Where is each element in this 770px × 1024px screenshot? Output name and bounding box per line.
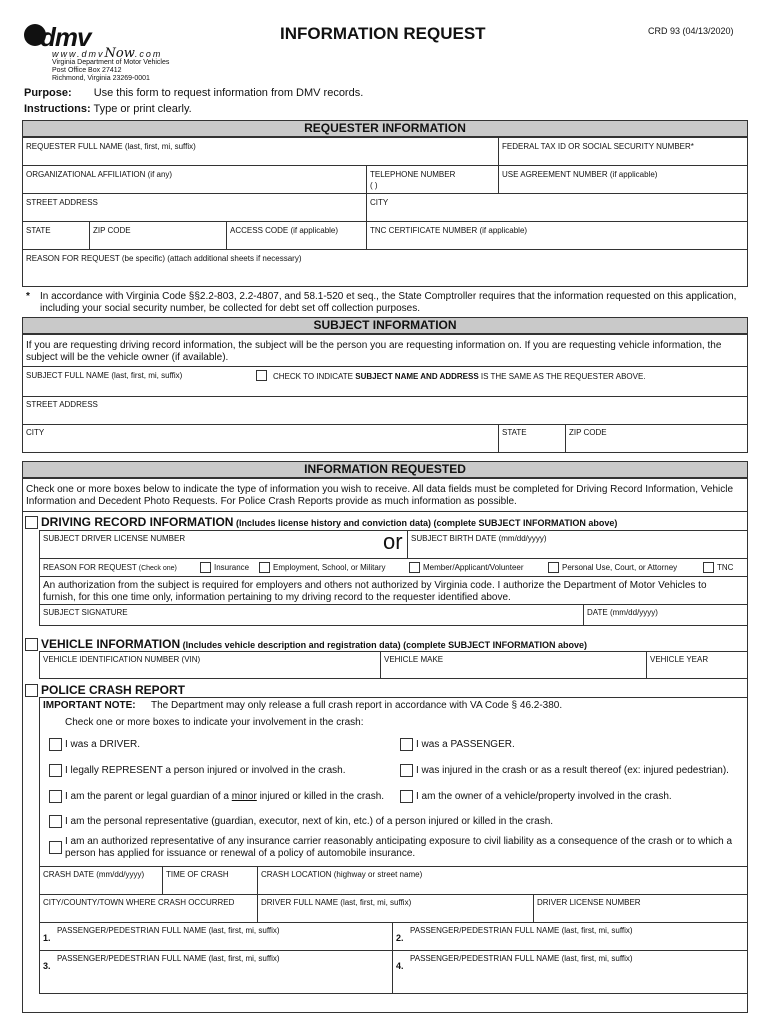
reason-insurance-label: Insurance	[214, 563, 250, 572]
subject-state-field[interactable]: STATE	[502, 428, 527, 437]
crash-owner-checkbox[interactable]	[400, 790, 413, 803]
subject-desc-1: If you are requesting driving record information, the subject will be the person you are requesting information on. If you are requesting vehicle information, the	[26, 340, 722, 351]
subject-same-as-requester-checkbox[interactable]	[256, 370, 267, 381]
crash-city-field[interactable]: CITY/COUNTY/TOWN WHERE CRASH OCCURRED	[43, 898, 235, 907]
crash-important-text: The Department may only release a full crash report in accordance with VA Code § 46.2-380.	[151, 700, 563, 711]
requester-reason-field[interactable]: REASON FOR REQUEST (be specific) (attach additional sheets if necessary)	[26, 254, 302, 263]
passenger-3-name-field[interactable]: PASSENGER/PEDESTRIAN FULL NAME (last, first, mi, suffix)	[57, 954, 280, 963]
crash-parent-label: I am the parent or legal guardian of a minor injured or killed in the crash.	[65, 791, 385, 802]
reason-member-checkbox[interactable]	[409, 562, 420, 573]
footnote-star: *	[26, 291, 30, 302]
reason-tnc-checkbox[interactable]	[703, 562, 714, 573]
driving-auth-line-1: An authorization from the subject is required for employers and others not authorized by Virginia code. I authorize the Department of Motor Vehicles to	[43, 580, 707, 591]
crash-driver-name-field[interactable]: DRIVER FULL NAME (last, first, mi, suffix)	[261, 898, 412, 907]
vehicle-make-field[interactable]: VEHICLE MAKE	[384, 655, 444, 664]
crash-injured-label: I was injured in the crash or as a result thereof (ex: injured pedestrian).	[416, 765, 729, 776]
crash-driver-label: I was a DRIVER.	[65, 739, 141, 750]
vehicle-info-title: VEHICLE INFORMATION (Includes vehicle description and registration data) (complete SUBJECT INFORMATION above)	[41, 637, 588, 651]
vehicle-info-checkbox[interactable]	[25, 638, 38, 651]
crash-important-label: IMPORTANT NOTE:	[43, 700, 136, 711]
crash-personal-rep-checkbox[interactable]	[49, 815, 62, 828]
subject-zip-field[interactable]: ZIP CODE	[569, 428, 607, 437]
footnote-line-2: including your social security number, be collected for debt set off collection purposes.	[40, 303, 421, 314]
reason-employment-label: Employment, School, or Military	[273, 563, 386, 572]
crash-insurance-label-1: I am an authorized representative of any insurance carrier reasonably anticipating exposure to civil liability as a consequence of the crash or to which a	[65, 836, 733, 847]
crash-report-title: POLICE CRASH REPORT	[41, 683, 186, 697]
passenger-4-number: 4.	[396, 961, 404, 971]
requester-phone-parens: ( )	[370, 181, 378, 190]
passenger-2-number: 2.	[396, 933, 404, 943]
requester-state-field[interactable]: STATE	[26, 226, 51, 235]
requester-phone-field[interactable]: TELEPHONE NUMBER	[370, 170, 456, 179]
crash-time-field[interactable]: TIME OF CRASH	[166, 870, 229, 879]
driving-record-checkbox[interactable]	[25, 516, 38, 529]
crash-injured-checkbox[interactable]	[400, 764, 413, 777]
driving-record-title: DRIVING RECORD INFORMATION (Includes license history and conviction data) (complete SUBJECT INFORMATION above)	[41, 515, 618, 529]
passenger-3-number: 3.	[43, 961, 51, 971]
reason-personal-use-checkbox[interactable]	[548, 562, 559, 573]
driving-auth-line-2: furnish, for this one time only, information pertaining to my driving record to the requester identified above.	[43, 592, 511, 603]
crash-owner-label: I am the owner of a vehicle/property involved in the crash.	[416, 791, 672, 802]
vehicle-vin-field[interactable]: VEHICLE IDENTIFICATION NUMBER (VIN)	[43, 655, 201, 664]
footnote-line-1: In accordance with Virginia Code §§2.2-803, 2.2-4807, and 58.1-520 et seq., the State Comptroller requires that the information requested on this application,	[40, 291, 737, 302]
crash-represent-label: I legally REPRESENT a person injured or involved in the crash.	[65, 765, 346, 776]
reason-tnc-label: TNC	[717, 563, 734, 572]
requester-street-field[interactable]: STREET ADDRESS	[26, 198, 98, 207]
info-requested-desc-2: Information and Decedent Photo Requests. For Police Crash Reports provide as much information as possible.	[26, 496, 517, 507]
driving-signature-field[interactable]: SUBJECT SIGNATURE	[43, 608, 128, 617]
vehicle-year-field[interactable]: VEHICLE YEAR	[650, 655, 709, 664]
requester-org-field[interactable]: ORGANIZATIONAL AFFILIATION (if any)	[26, 170, 173, 179]
driving-license-number-field[interactable]: SUBJECT DRIVER LICENSE NUMBER	[43, 534, 186, 543]
requester-frame	[22, 137, 748, 287]
crash-passenger-checkbox[interactable]	[400, 738, 413, 751]
crash-location-field[interactable]: CRASH LOCATION (highway or street name)	[261, 870, 423, 879]
requester-full-name-field[interactable]: REQUESTER FULL NAME (last, first, mi, suffix)	[26, 142, 196, 151]
driving-birth-date-field[interactable]: SUBJECT BIRTH DATE (mm/dd/yyyy)	[411, 534, 547, 543]
driving-or-label: or	[383, 529, 403, 554]
crash-represent-checkbox[interactable]	[49, 764, 62, 777]
subject-street-field[interactable]: STREET ADDRESS	[26, 400, 98, 409]
crash-driver-license-field[interactable]: DRIVER LICENSE NUMBER	[537, 898, 641, 907]
crash-date-field[interactable]: CRASH DATE (mm/dd/yyyy)	[43, 870, 145, 879]
form-number: CRD 93 (04/13/2020)	[648, 26, 734, 36]
crash-report-checkbox[interactable]	[25, 684, 38, 697]
dmv-address-line-2: Post Office Box 27412	[52, 67, 122, 74]
subject-same-as-requester-label: CHECK TO INDICATE SUBJECT NAME AND ADDRESS IS THE SAME AS THE REQUESTER ABOVE.	[273, 372, 646, 381]
crash-passenger-label: I was a PASSENGER.	[416, 739, 515, 750]
purpose-row: Purpose: Use this form to request information from DMV records.	[24, 87, 364, 99]
subject-section-heading: SUBJECT INFORMATION	[22, 317, 748, 334]
requester-section-heading: REQUESTER INFORMATION	[22, 120, 748, 137]
subject-desc-2: subject will be the vehicle owner (if available).	[26, 352, 229, 363]
crash-insurance-checkbox[interactable]	[49, 841, 62, 854]
dmv-logo: dmv	[40, 22, 91, 52]
crash-personal-rep-label: I am the personal representative (guardian, executor, next of kin, etc.) of a person injured or killed in the crash.	[65, 816, 554, 827]
requester-tax-id-field[interactable]: FEDERAL TAX ID OR SOCIAL SECURITY NUMBER*	[502, 142, 694, 151]
requester-city-field[interactable]: CITY	[370, 198, 389, 207]
requester-access-code-field[interactable]: ACCESS CODE (if applicable)	[230, 226, 339, 235]
passenger-4-name-field[interactable]: PASSENGER/PEDESTRIAN FULL NAME (last, first, mi, suffix)	[410, 954, 633, 963]
dmv-address-line-3: Richmond, Virginia 23269-0001	[52, 75, 150, 82]
passenger-2-name-field[interactable]: PASSENGER/PEDESTRIAN FULL NAME (last, first, mi, suffix)	[410, 926, 633, 935]
reason-member-label: Member/Applicant/Volunteer	[423, 563, 524, 572]
info-requested-heading: INFORMATION REQUESTED	[22, 461, 748, 478]
crash-insurance-label-2: person has applied for issuance or renewal of a policy of automobile insurance.	[65, 848, 416, 859]
crash-check-instructions: Check one or more boxes to indicate your involvement in the crash:	[65, 717, 364, 728]
requester-use-agreement-field[interactable]: USE AGREEMENT NUMBER (if applicable)	[502, 170, 658, 179]
subject-city-field[interactable]: CITY	[26, 428, 45, 437]
passenger-1-number: 1.	[43, 933, 51, 943]
page-title: INFORMATION REQUEST	[280, 24, 486, 43]
crash-driver-checkbox[interactable]	[49, 738, 62, 751]
dmv-logo-url: www.dmvNow.com	[52, 46, 163, 61]
subject-full-name-field[interactable]: SUBJECT FULL NAME (last, first, mi, suffix)	[26, 371, 183, 380]
driving-date-field[interactable]: DATE (mm/dd/yyyy)	[587, 608, 658, 617]
requester-zip-field[interactable]: ZIP CODE	[93, 226, 131, 235]
info-requested-desc-1: Check one or more boxes below to indicate the type of information you wish to receive. All data fields must be completed for Driving Record Information, Vehicle	[26, 484, 734, 495]
reason-employment-checkbox[interactable]	[259, 562, 270, 573]
crash-parent-checkbox[interactable]	[49, 790, 62, 803]
driving-reason-label: REASON FOR REQUEST (Check one)	[43, 563, 177, 572]
reason-personal-use-label: Personal Use, Court, or Attorney	[562, 563, 678, 572]
requester-tnc-cert-field[interactable]: TNC CERTIFICATE NUMBER (if applicable)	[370, 226, 528, 235]
reason-insurance-checkbox[interactable]	[200, 562, 211, 573]
instructions-row: Instructions: Type or print clearly.	[24, 103, 192, 115]
passenger-1-name-field[interactable]: PASSENGER/PEDESTRIAN FULL NAME (last, first, mi, suffix)	[57, 926, 280, 935]
dmv-address-line-1: Virginia Department of Motor Vehicles	[52, 59, 170, 66]
